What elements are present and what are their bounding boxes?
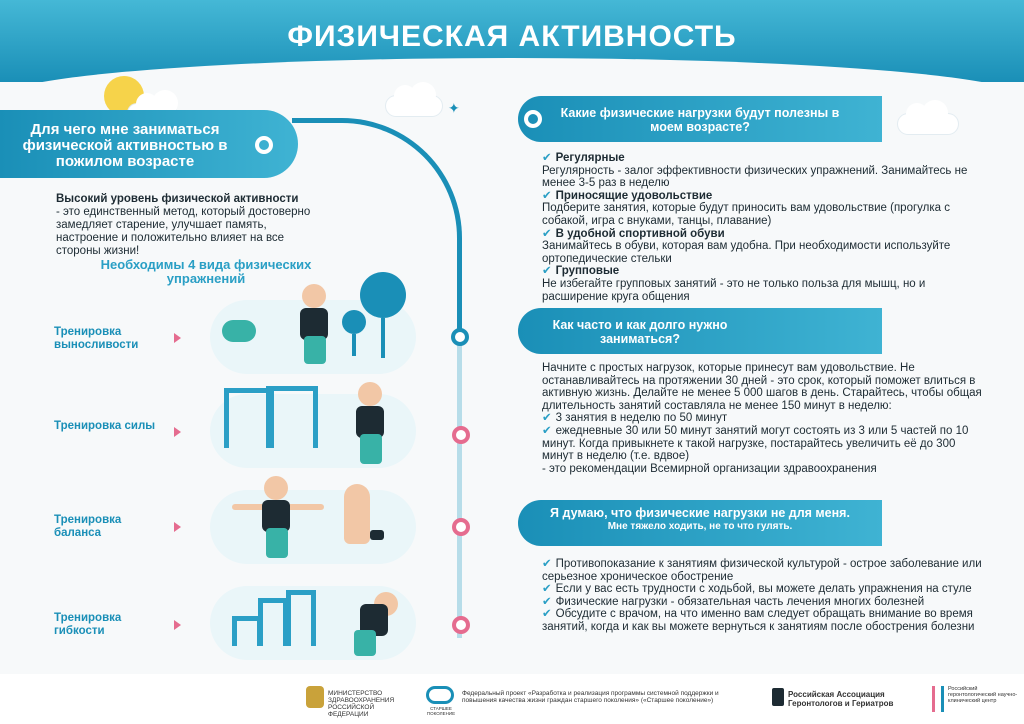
- checkmark-icon: ✔: [542, 424, 552, 437]
- coat-of-arms-icon: [306, 686, 324, 708]
- cloud-icon: [386, 96, 442, 116]
- walker-head: [302, 284, 326, 308]
- tree-trunk: [352, 334, 356, 356]
- q3-item-text: Физические нагрузки - обязательная часть лечения многих болезней: [555, 595, 925, 608]
- timeline-node-icon: [452, 518, 470, 536]
- arrow-right-icon: [174, 333, 181, 343]
- intro-text: - это единственный метод, который достоверно замедляет старение, улучшает память, настроение и положительно влияет на все стороны жизни!: [56, 206, 311, 257]
- page-title: ФИЗИЧЕСКАЯ АКТИВНОСТЬ: [287, 20, 737, 53]
- lifter-legs: [360, 434, 382, 464]
- project-logo-icon: [426, 686, 454, 704]
- header-ring-icon: [524, 110, 542, 128]
- timeline-node-icon: [451, 328, 469, 346]
- q3-item-text: Противопоказание к занятиям физической культурой - острое заболевание или серьезное хроническое обострение: [542, 558, 982, 583]
- arrow-right-icon: [174, 620, 181, 630]
- balancer-head: [264, 476, 288, 500]
- walker-legs: [304, 336, 326, 364]
- endurance-scene: [210, 300, 416, 374]
- q3-item-text: Обсудите с врачом, на что именно вам следует обращать внимание во время занятий, когда и как вы можете вернуться к занятиям после обострения болезни: [542, 608, 975, 633]
- left-intro: [56, 193, 318, 258]
- q1-header: [518, 96, 882, 142]
- q1-body: [542, 152, 982, 303]
- training-label-strength: Тренировка силы: [54, 420, 156, 432]
- balancer-legs: [266, 528, 288, 558]
- q1-item-title: Групповые: [555, 265, 620, 278]
- q1-item: [542, 152, 982, 190]
- checkmark-icon: ✔: [542, 189, 552, 202]
- arrow-right-icon: [174, 522, 181, 532]
- q3-item: [542, 558, 982, 583]
- left-header-text: Для чего мне заниматься физической активностью в пожилом возрасте: [22, 121, 228, 170]
- footer-project: Федеральный проект «Разработка и реализация программы системной поддержки и повышения качества жизни граждан старшего поколения» («Старшее поколение»): [462, 690, 719, 704]
- footer-center: Российский геронтологический научно-клинический центр: [948, 686, 1018, 704]
- tree-icon: [342, 310, 366, 334]
- q3-header-text: Я думаю, что физические нагрузки не для меня.: [550, 506, 850, 520]
- arrow-right-icon: [174, 427, 181, 437]
- need-types-heading: Необходимы 4 вида физических упражнений: [100, 257, 312, 286]
- lifter-head: [358, 382, 382, 406]
- q1-item: [542, 228, 982, 266]
- checkmark-icon: ✔: [542, 558, 552, 570]
- step-bars-icon: [286, 590, 316, 646]
- q1-header-text: Какие физические нагрузки будут полезны в моем возрасте?: [560, 106, 840, 134]
- q2-body: [542, 362, 982, 475]
- timeline-node-icon: [452, 616, 470, 634]
- q1-item: [542, 265, 982, 303]
- monkey-bars-icon: [266, 386, 318, 448]
- q1-item-title: Регулярные: [555, 152, 625, 164]
- q2-header: [518, 308, 882, 354]
- q2-item: [542, 412, 982, 425]
- q2-intro: Начните с простых нагрузок, которые принесут вам удовольствие. Не останавливайтесь на протяжении 30 дней - это срок, который поможет влиться в активную жизнь. Делайте не менее 5 000 шагов в день. Старайтесь, чтобы общая длительность занятий составляла не менее 150 минут в неделю:: [542, 362, 982, 412]
- q3-subheader: Мне тяжело ходить, не то что гулять.: [607, 521, 793, 532]
- checkmark-icon: ✔: [542, 583, 552, 596]
- strength-scene: [210, 394, 416, 468]
- checkmark-icon: ✔: [542, 265, 552, 278]
- header-ring-icon: [255, 136, 273, 154]
- q2-item: [542, 425, 982, 463]
- q3-item: [542, 583, 982, 596]
- q1-item-text: Не избегайте групповых занятий - это не только польза для мышц, но и расширение круга общения: [542, 277, 926, 303]
- q3-header: [518, 500, 882, 546]
- bush-icon: [222, 320, 256, 342]
- q1-item-title: Приносящие удовольствие: [555, 189, 713, 202]
- dna-icon: [932, 686, 944, 712]
- flexibility-scene: [210, 586, 416, 660]
- intro-bold: Высокий уровень физической активности: [56, 193, 299, 205]
- q2-header-text: Как часто и как долго нужно заниматься?: [552, 318, 728, 346]
- checkmark-icon: ✔: [542, 595, 552, 608]
- checkmark-icon: ✔: [542, 152, 552, 164]
- timeline-line: [457, 338, 462, 638]
- checkmark-icon: ✔: [542, 227, 552, 240]
- left-header: [0, 110, 298, 178]
- q3-item: [542, 608, 982, 633]
- association-logo-icon: [772, 688, 784, 706]
- q2-item-text: 3 занятия в неделю по 50 минут: [555, 412, 728, 425]
- training-label-endurance: Тренировка выносливости: [54, 326, 139, 351]
- step-bars-icon: [258, 598, 288, 646]
- balance-scene: [210, 490, 416, 564]
- footer-association: Российская Ассоциация Геронтологов и Гериатров: [788, 690, 894, 708]
- q3-item: [542, 596, 982, 609]
- footer-project-logo: СТАРШЕЕ ПОКОЛЕНИЕ: [426, 706, 456, 716]
- training-label-flexibility: Тренировка гибкости: [54, 612, 122, 637]
- tree-icon: [360, 272, 406, 318]
- checkmark-icon: ✔: [542, 608, 552, 621]
- q3-item-text: Если у вас есть трудности с ходьбой, вы можете делать упражнения на стуле: [555, 583, 972, 596]
- q2-outro: - это рекомендации Всемирной организации здравоохранения: [542, 462, 877, 475]
- cloud-icon: [898, 114, 958, 134]
- q1-item-text: Занимайтесь в обуви, которая вам удобна. При необходимости используйте ортопедические стельки: [542, 240, 951, 265]
- q1-item-text: Подберите занятия, которые будут приносить вам удовольствие (прогулка с собакой, игра с внуками, танцы, плавание): [542, 202, 951, 227]
- footer: [0, 674, 1024, 724]
- q2-item-text: ежедневные 30 или 50 минут занятий могут состоять из 3 или 5 частей по 10 минут. Когда привыкнете к такой нагрузке, постарайтесь увеличить её до 300 минут в неделю (т.е. вдвое): [542, 424, 969, 463]
- timeline-node-icon: [452, 426, 470, 444]
- training-label-balance: Тренировка баланса: [54, 514, 122, 539]
- stretcher-legs: [354, 630, 376, 656]
- footer-ministry: МИНИСТЕРСТВО ЗДРАВООХРАНЕНИЯ РОССИЙСКОЙ ФЕДЕРАЦИИ: [328, 690, 395, 718]
- dog-icon: [370, 530, 384, 540]
- tree-trunk: [381, 318, 385, 358]
- woman-icon: [344, 484, 370, 544]
- q1-item: [542, 190, 982, 228]
- q1-item-title: В удобной спортивной обуви: [555, 227, 725, 240]
- checkmark-icon: ✔: [542, 412, 552, 425]
- q1-item-text: Регулярность - залог эффективности физических упражнений. Занимайтесь не менее 3-5 раз в неделю: [542, 164, 968, 190]
- bird-icon: ✦: [448, 100, 460, 116]
- q3-body: [542, 558, 982, 634]
